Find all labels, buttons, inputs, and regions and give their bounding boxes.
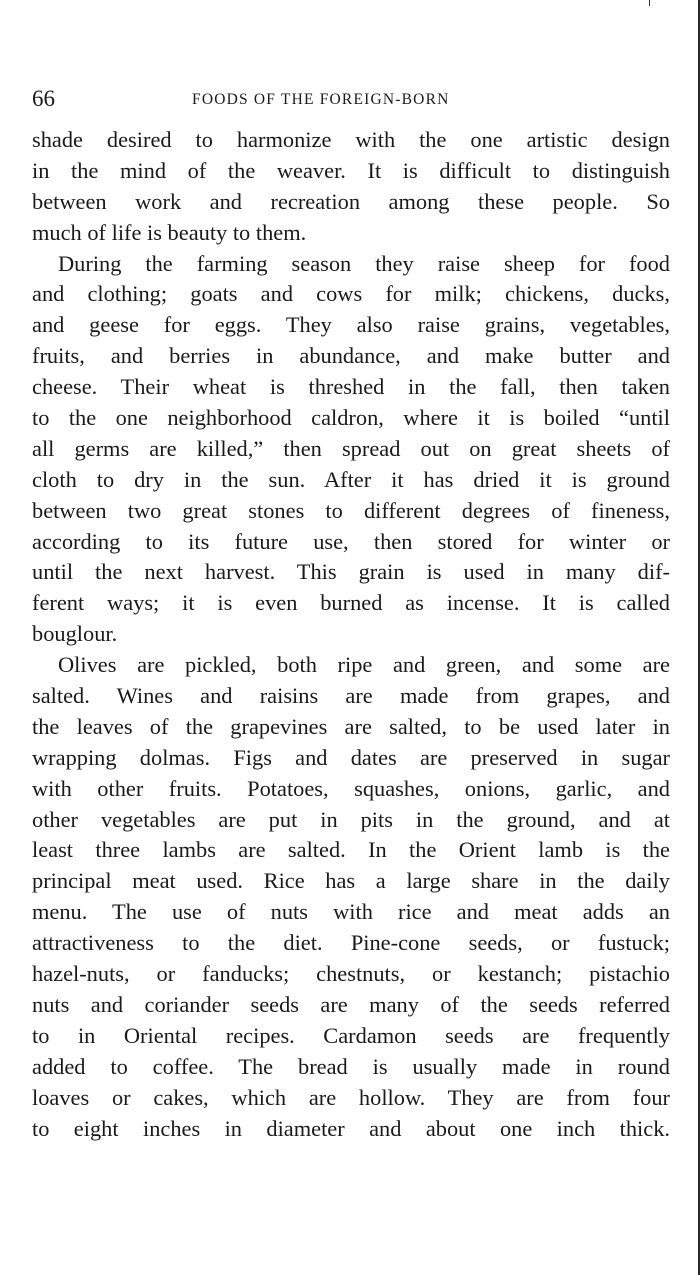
text-line: principal meat used. Rice has a large share in the daily: [32, 868, 670, 894]
text-line: bouglour.: [32, 621, 118, 647]
text-line: cheese. Their wheat is threshed in the fall, then taken: [32, 374, 670, 400]
text-line: to the one neighborhood caldron, where it is boiled “until: [32, 405, 670, 431]
text-line: other vegetables are put in pits in the ground, and at: [32, 806, 670, 832]
text-line: ferent ways; it is even burned as incense. It is called: [32, 590, 670, 616]
running-head: FOODS OF THE FOREIGN-BORN: [192, 91, 450, 108]
text-line: least three lambs are salted. In the Orient lamb is the: [32, 837, 670, 863]
text-line: between work and recreation among these people. So: [32, 188, 670, 214]
text-line: to eight inches in diameter and about one inch thick.: [32, 1115, 670, 1141]
text-line: hazel-nuts, or fanducks; chestnuts, or kestanch; pistachio: [32, 961, 670, 987]
text-line: the leaves of the grapevines are salted, to be used later in: [32, 713, 670, 739]
corner-mark: [649, 0, 650, 6]
page-header: [32, 86, 668, 112]
text-line: salted. Wines and raisins are made from grapes, and: [32, 683, 670, 709]
page-number: 66: [32, 86, 55, 111]
text-line: all germs are killed,” then spread out on great sheets of: [32, 435, 670, 461]
text-line: attractiveness to the diet. Pine-cone seeds, or fustuck;: [32, 930, 670, 956]
text-line: to in Oriental recipes. Cardamon seeds are frequently: [32, 1022, 670, 1048]
text-line: loaves or cakes, which are hollow. They are from four: [32, 1084, 670, 1110]
text-line: menu. The use of nuts with rice and meat adds an: [32, 899, 670, 925]
text-line: much of life is beauty to them.: [32, 219, 307, 245]
text-line: During the farming season they raise sheep for food: [58, 250, 670, 276]
text-line: and clothing; goats and cows for milk; chickens, ducks,: [32, 281, 670, 307]
text-line: added to coffee. The bread is usually made in round: [32, 1053, 670, 1079]
text-line: shade desired to harmonize with the one artistic design: [32, 127, 670, 152]
text-line: wrapping dolmas. Figs and dates are preserved in sugar: [32, 744, 670, 770]
text-line: between two great stones to different degrees of fineness,: [32, 497, 670, 523]
text-line: with other fruits. Potatoes, squashes, onions, garlic, and: [32, 775, 670, 801]
text-line: and geese for eggs. They also raise grains, vegetables,: [32, 312, 670, 338]
text-line: nuts and coriander seeds are many of the seeds referred: [32, 991, 670, 1017]
text-line: in the mind of the weaver. It is difficult to distinguish: [32, 157, 670, 183]
text-line: fruits, and berries in abundance, and make butter and: [32, 343, 670, 369]
text-line: cloth to dry in the sun. After it has dried it is ground: [32, 466, 670, 492]
text-line: until the next harvest. This grain is used in many dif-: [32, 559, 670, 585]
text-line: Olives are pickled, both ripe and green, and some are: [58, 652, 670, 678]
text-line: according to its future use, then stored for winter or: [32, 528, 670, 554]
body-text: [32, 125, 670, 1144]
